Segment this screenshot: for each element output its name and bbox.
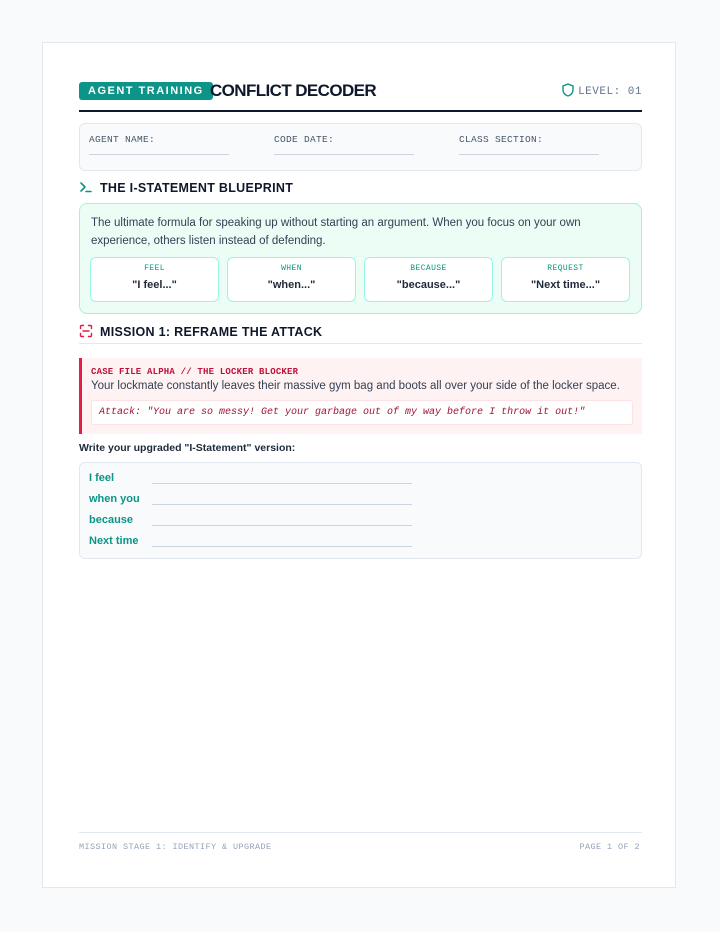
card-value: "when..." xyxy=(267,279,316,291)
answer-line[interactable] xyxy=(152,525,412,526)
worksheet-header xyxy=(79,81,642,111)
mission-divider xyxy=(79,343,642,344)
case-file-text: Your lockmate constantly leaves their massive gym bag and boots all over your side of the locker space. xyxy=(91,380,620,392)
footer-page-number: PAGE 1 OF 2 xyxy=(579,842,640,852)
answer-line[interactable] xyxy=(152,483,412,484)
field-label: AGENT NAME: xyxy=(89,134,156,145)
write-row-when-you[interactable] xyxy=(89,493,419,509)
blueprint-card-because xyxy=(364,257,493,302)
field-line xyxy=(459,154,599,155)
agent-name-field[interactable] xyxy=(89,134,229,155)
write-row-i-feel[interactable] xyxy=(89,472,419,488)
card-value: "Next time..." xyxy=(530,279,601,291)
answer-line[interactable] xyxy=(152,546,412,547)
footer-divider xyxy=(79,832,642,833)
attack-quote: Attack: "You are so messy! Get your garbage out of my way before I throw it out!" xyxy=(91,400,633,425)
blueprint-description: The ultimate formula for speaking up without starting an argument. When you focus on your own experience, others listen instead of defending. xyxy=(91,217,581,247)
card-label: REQUEST xyxy=(547,264,584,273)
blueprint-card-request xyxy=(501,257,630,302)
card-label: FEEL xyxy=(144,264,165,273)
row-label: I feel xyxy=(89,472,115,484)
card-label: BECAUSE xyxy=(410,264,447,273)
write-row-because[interactable] xyxy=(89,514,419,530)
card-value: "because..." xyxy=(396,279,461,291)
shield-icon xyxy=(562,83,574,97)
write-row-next-time[interactable] xyxy=(89,535,419,551)
worksheet-page xyxy=(42,42,676,888)
row-label: because xyxy=(89,514,134,526)
blueprint-card-feel xyxy=(90,257,219,302)
level-indicator xyxy=(562,83,642,99)
class-section-field[interactable] xyxy=(459,134,599,155)
page-title: CONFLICT DECODER xyxy=(210,81,377,100)
write-prompt: Write your upgraded "I-Statement" version: xyxy=(79,442,296,454)
field-label: CODE DATE: xyxy=(274,134,335,145)
field-line xyxy=(274,154,414,155)
row-label: Next time xyxy=(89,535,139,547)
footer-stage: MISSION STAGE 1: IDENTIFY & UPGRADE xyxy=(79,842,272,852)
blueprint-card-when xyxy=(227,257,356,302)
header-divider xyxy=(79,110,642,112)
mission-heading xyxy=(79,323,642,341)
case-file-label: CASE FILE ALPHA // THE LOCKER BLOCKER xyxy=(91,367,299,377)
section-title: THE I-STATEMENT BLUEPRINT xyxy=(100,181,294,195)
case-file-box xyxy=(79,358,642,434)
blueprint-heading xyxy=(79,179,642,197)
field-label: CLASS SECTION: xyxy=(459,134,544,145)
row-label: when you xyxy=(89,493,140,505)
card-value: "I feel..." xyxy=(132,279,177,291)
agent-training-badge: AGENT TRAINING xyxy=(79,82,213,100)
agent-info-box xyxy=(79,123,642,171)
section-title: MISSION 1: REFRAME THE ATTACK xyxy=(100,325,323,339)
scan-icon xyxy=(79,324,93,338)
field-line xyxy=(89,154,229,155)
level-text: LEVEL: 01 xyxy=(578,86,642,98)
terminal-icon xyxy=(79,180,93,194)
answer-line[interactable] xyxy=(152,504,412,505)
code-date-field[interactable] xyxy=(274,134,414,155)
card-label: WHEN xyxy=(281,264,302,273)
blueprint-box xyxy=(79,203,642,314)
i-statement-writing-box xyxy=(79,462,642,559)
